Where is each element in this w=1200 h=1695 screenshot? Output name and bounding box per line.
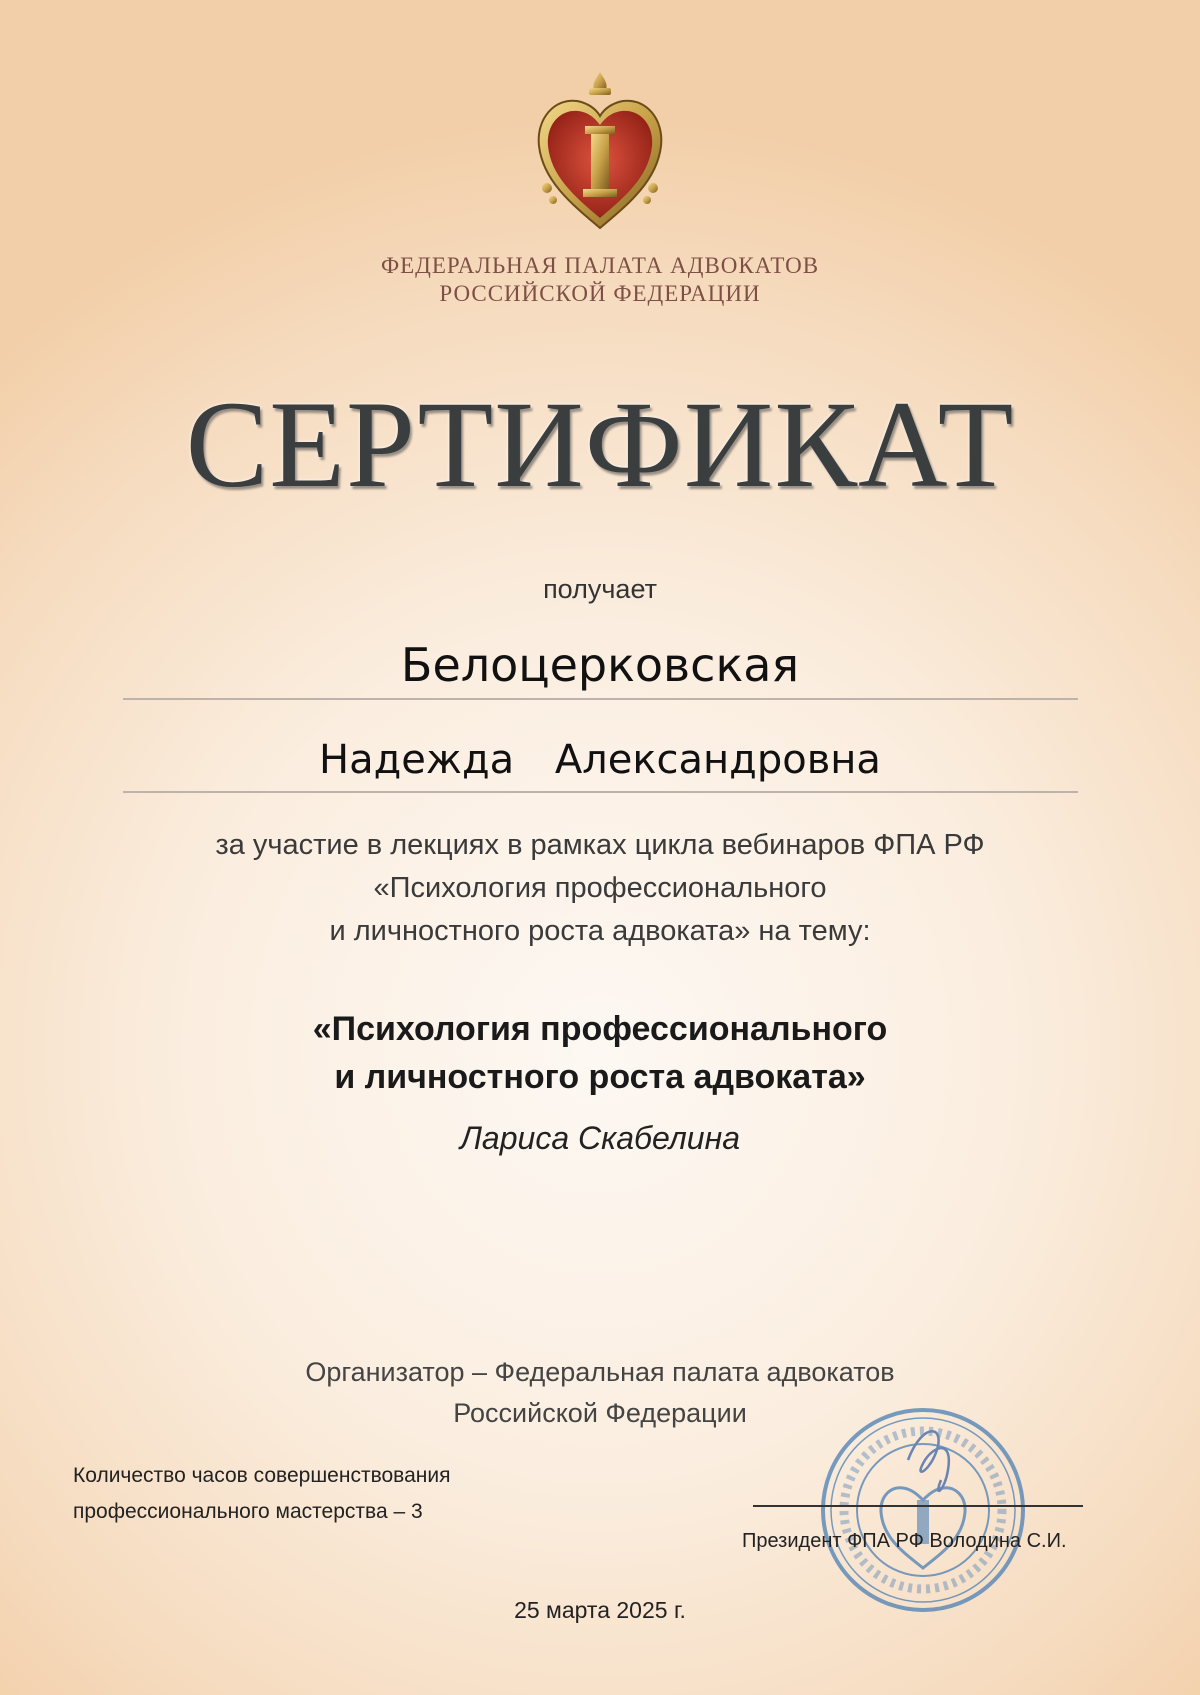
certificate-title: СЕРТИФИКАТ [185,376,1015,513]
topic-line1: «Психология профессионального [312,1010,888,1048]
given-names-underline [123,791,1078,793]
signature-line [753,1505,1083,1507]
description-line2: «Психология профессионального [373,872,827,904]
organization-name-line1: ФЕДЕРАЛЬНАЯ ПАЛАТА АДВОКАТОВ [380,253,820,278]
receives-label: получает [543,574,657,604]
organization-name-line2: РОССИЙСКОЙ ФЕДЕРАЦИИ [439,281,761,306]
topic-line2: и личностного роста адвоката» [334,1058,866,1096]
lecturer-name: Лариса Скабелина [459,1120,740,1156]
description-line3: и личностного роста адвоката» на тему: [329,915,871,947]
president-signature-label: Президент ФПА РФ Володина С.И. [742,1530,1067,1552]
issue-date: 25 марта 2025 г. [514,1597,686,1623]
recipient-given-names: Надежда Александровна [319,737,881,783]
fpa-emblem-icon [525,68,675,238]
surname-underline [123,698,1078,700]
official-seal-icon [813,1400,1033,1620]
hours-line1: Количество часов совершенствования [73,1464,451,1487]
description-line1: за участие в лекциях в рамках цикла вебинаров ФПА РФ [215,829,985,861]
recipient-surname: Белоцерковская [400,638,800,692]
organizer-line1: Организатор – Федеральная палата адвокатов [305,1357,895,1387]
organizer-line2: Российской Федерации [453,1398,747,1428]
hours-line2: профессионального мастерства – 3 [73,1500,423,1523]
